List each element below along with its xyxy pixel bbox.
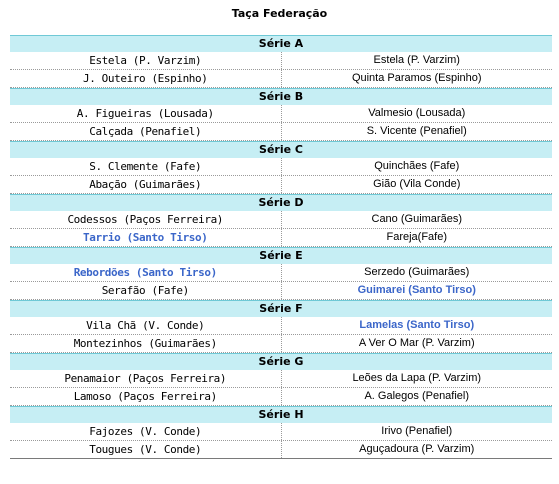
- match-row: [10, 335, 552, 353]
- series-block: [10, 35, 552, 88]
- series-header: Série C: [10, 141, 552, 158]
- series-header: Série B: [10, 88, 552, 105]
- home-team: Tarrio (Santo Tirso): [10, 229, 282, 246]
- home-team: Tougues (V. Conde): [10, 441, 282, 458]
- series-header: Série H: [10, 406, 552, 423]
- away-team: S. Vicente (Penafiel): [366, 125, 467, 137]
- home-team: Codessos (Paços Ferreira): [10, 211, 282, 228]
- home-team: Estela (P. Varzim): [10, 52, 282, 69]
- match-row: [10, 441, 552, 459]
- series-header: Série E: [10, 247, 552, 264]
- home-team: S. Clemente (Fafe): [10, 158, 282, 175]
- away-team: A Ver O Mar (P. Varzim): [358, 337, 475, 349]
- match-row: [10, 105, 552, 123]
- home-team: J. Outeiro (Espinho): [10, 70, 282, 87]
- away-team: Estela (P. Varzim): [373, 54, 460, 66]
- series-header: Série F: [10, 300, 552, 317]
- home-team: Abação (Guimarães): [10, 176, 282, 193]
- match-row: [10, 229, 552, 247]
- page-title: Taça Federação: [231, 7, 328, 20]
- series-block: [10, 353, 552, 406]
- home-team: Rebordões (Santo Tirso): [10, 264, 282, 281]
- away-team: Quinta Paramos (Espinho): [351, 72, 482, 84]
- away-team: Gião (Vila Conde): [373, 178, 461, 190]
- home-team: Calçada (Penafiel): [10, 123, 282, 140]
- home-team: A. Figueiras (Lousada): [10, 105, 282, 122]
- home-team: Vila Chã (V. Conde): [10, 317, 282, 334]
- series-header: Série D: [10, 194, 552, 211]
- series-block: [10, 88, 552, 141]
- away-team: Quinchães (Fafe): [374, 160, 460, 172]
- away-team: Serzedo (Guimarães): [364, 266, 470, 278]
- away-team: Aguçadoura (P. Varzim): [359, 443, 475, 455]
- match-row: [10, 264, 552, 282]
- match-row: [10, 282, 552, 300]
- away-team: A. Galegos (Penafiel): [364, 390, 470, 402]
- away-team: Cano (Guimarães): [371, 213, 462, 225]
- home-team: Lamoso (Paços Ferreira): [10, 388, 282, 405]
- away-team: Lamelas (Santo Tirso): [359, 319, 475, 331]
- match-row: [10, 123, 552, 141]
- away-team: Valmesio (Lousada): [368, 107, 466, 119]
- match-row: [10, 388, 552, 406]
- home-team: Fajozes (V. Conde): [10, 423, 282, 440]
- away-team: Irivo (Penafiel): [381, 425, 453, 437]
- home-team: Serafão (Fafe): [10, 282, 282, 299]
- away-team: Fareja(Fafe): [386, 231, 448, 243]
- match-row: [10, 211, 552, 229]
- match-row: [10, 423, 552, 441]
- away-team: Leões da Lapa (P. Varzim): [352, 372, 482, 384]
- series-block: [10, 194, 552, 247]
- match-row: [10, 52, 552, 70]
- away-team: Guimarei (Santo Tirso): [357, 284, 476, 296]
- series-block: [10, 247, 552, 300]
- home-team: Penamaior (Paços Ferreira): [10, 370, 282, 387]
- series-header: Série A: [10, 35, 552, 52]
- match-row: [10, 317, 552, 335]
- series-header: Série G: [10, 353, 552, 370]
- series-block: [10, 300, 552, 353]
- match-row: [10, 176, 552, 194]
- match-row: [10, 370, 552, 388]
- home-team: Montezinhos (Guimarães): [10, 335, 282, 352]
- match-row: [10, 70, 552, 88]
- match-row: [10, 158, 552, 176]
- series-block: [10, 406, 552, 459]
- series-table: [10, 35, 552, 459]
- series-block: [10, 141, 552, 194]
